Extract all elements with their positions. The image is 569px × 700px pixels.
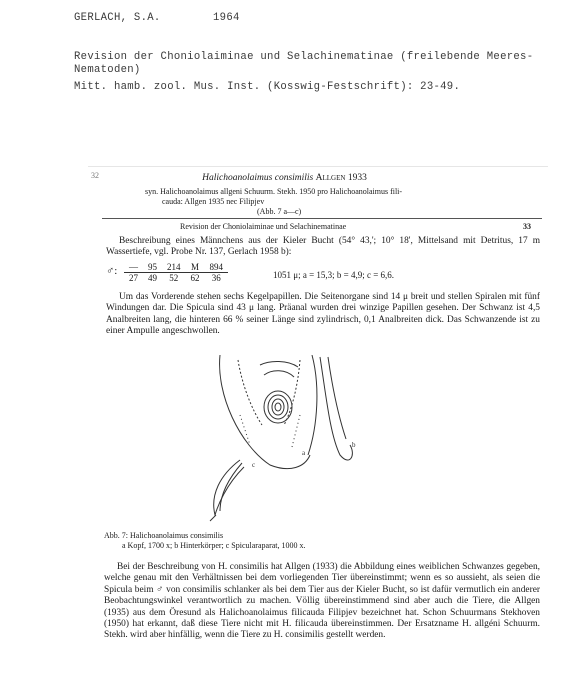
formula-bottom-cell: 62: [190, 273, 200, 283]
figure-label-b: b: [352, 441, 356, 449]
species-heading: [0, 173, 569, 183]
typed-title-line2: Nematoden): [74, 64, 141, 76]
species-author: Allgen 1933: [315, 173, 367, 183]
formula-top-cell: 95: [143, 262, 162, 273]
page-number: 33: [523, 222, 531, 231]
margin-note: 32: [91, 171, 99, 180]
formula-top-cell: M: [186, 262, 205, 273]
formula-top-cell: 214: [162, 262, 186, 273]
synonym-line2: cauda: Allgen 1935 nec Filipjev: [162, 197, 265, 206]
figure-drawing: [180, 355, 460, 525]
formula-top-cell: —: [124, 262, 143, 273]
figure-caption-line2: a Kopf, 1700 x; b Hinterkörper; c Spicularaparat, 1000 x.: [122, 541, 306, 550]
typed-journal: Mitt. hamb. zool. Mus. Inst. (Kosswig-Festschrift): 23-49.: [74, 81, 461, 93]
formula-result: 1051 μ; a = 15,3; b = 4,9; c = 6,6.: [273, 270, 395, 280]
clipping-edge: [88, 166, 548, 167]
discussion-paragraph: Bei der Beschreibung von H. consimilis hat Allgen (1933) die Abbildung eines weiblichen Schwanzes gegeben, welche genau mit den Verhältnissen bei dem vorliegenden Tier übereinstimmt; wenn es so aussieht, als seien die Spicula beim ♂ von consimilis schlanker als bei dem Tier aus der Kieler Bucht, so ist dafür vermutlich ein anderer Beobachtungswinkel verantwortlich zu machen. Völlig übereinstimmend sind aber auch die Tiere, die Allgen (1935) aus dem Öresund als Halichoanolaimus filicauda Filipjev bezeichnet hat. Schon Schuurmans Stekhoven (1950) hat erkannt, daß diese Tiere nicht mit H. filicauda übereinstimmen. Der Ersatzname H. allgéni Schuurm. Stekh. wird aber hinfällig, wenn die Tiere zu H. consimilis gestellt werden.: [104, 562, 540, 641]
formula-bottom-cell: 27: [129, 273, 138, 283]
formula-bottom-cell: 49: [148, 273, 157, 283]
typed-author: GERLACH, S.A.: [74, 12, 161, 24]
typed-year: 1964: [213, 12, 240, 24]
figure-reference: (Abb. 7 a—c): [257, 207, 302, 216]
figure-caption-line1: Abb. 7: Halichoanolaimus consimilis: [104, 531, 224, 540]
synonym-line1: syn. Halichoanolaimus allgeni Schuurm. Stekh. 1950 pro Halichoanolaimus fili-: [145, 187, 403, 196]
formula-top-cell: 894: [205, 262, 229, 273]
running-head: Revision der Choniolaiminae und Selachinematinae: [180, 222, 347, 231]
typed-title-line1: Revision der Choniolaiminae und Selachinematinae (freilebende Meeres-: [74, 51, 534, 63]
morphology-paragraph: Um das Vorderende stehen sechs Kegelpapillen. Die Seitenorgane sind 14 μ breit und stellen Spiralen mit fünf Windungen dar. Die Spicula sind 43 μ lang. Präanal wurden drei winzige Papillen gesehen. Der Schwanz ist 4,5 Analbreiten lang, die hinteren 66 % seiner Länge sind zylindrisch, 0,1 Analbreiten dick. Das Schwanzende ist zu einer Ampulle angeschwollen.: [106, 292, 540, 337]
description-paragraph: Beschreibung eines Männchens aus der Kieler Bucht (54° 43,'; 10° 18', Mittelsand mit Detritus, 17 m Wassertiefe, vgl. Probe Nr. 137, Gerlach 1958 b):: [106, 236, 540, 258]
figure-label-a: a: [302, 449, 306, 457]
species-title: Halichoanolaimus consimilis: [202, 173, 314, 183]
divider: [102, 218, 542, 219]
male-symbol: ♂:: [106, 265, 118, 277]
formula-bottom-cell: 52: [169, 273, 179, 283]
formula-bottom-cell: 36: [211, 273, 221, 283]
figure-label-c: c: [252, 461, 256, 469]
measurement-formula: [124, 262, 228, 283]
